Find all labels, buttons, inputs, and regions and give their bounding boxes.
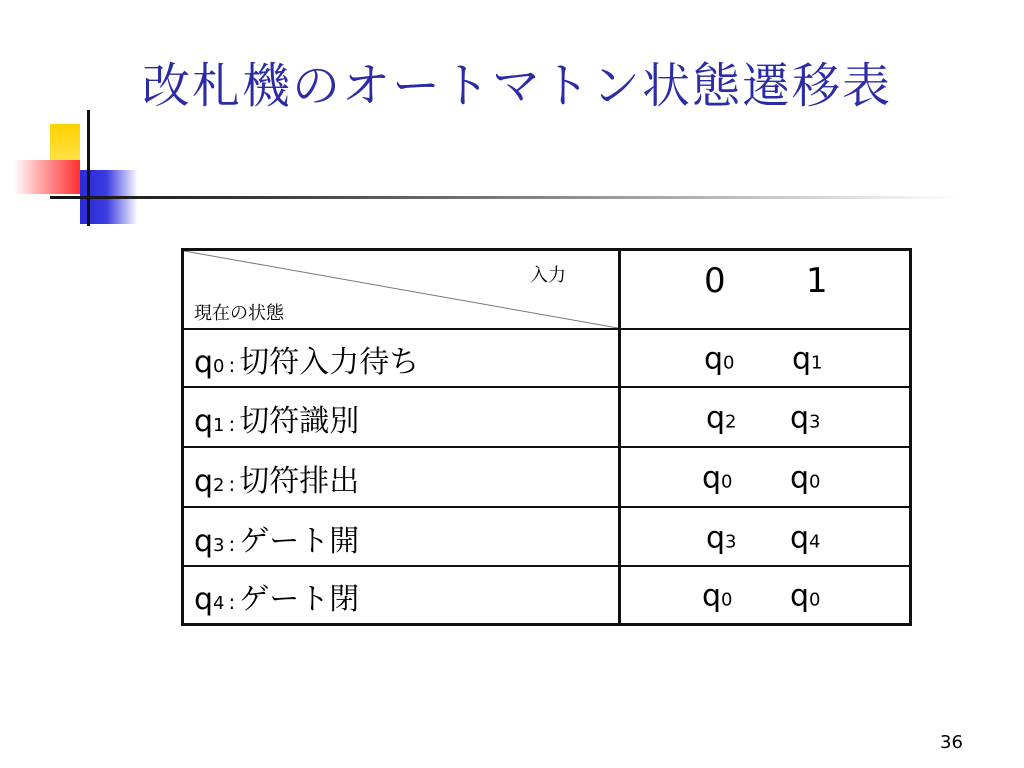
state-name: 切符入力待ち — [239, 345, 420, 380]
transition-on-1 — [790, 461, 821, 496]
state-separator: : — [228, 472, 236, 496]
next-state-symbol: q — [704, 341, 724, 377]
next-state-index: 0 — [721, 589, 733, 611]
transition-on-1 — [792, 342, 823, 377]
next-state-index: 0 — [723, 352, 735, 374]
transition-on-0 — [704, 342, 735, 377]
table-row — [184, 446, 909, 508]
state-cell — [194, 396, 359, 440]
state-transition-table — [181, 248, 912, 626]
column-divider — [618, 251, 621, 623]
transition-on-1 — [790, 401, 821, 436]
header-input-1: 1 — [806, 261, 828, 301]
next-state-index: 1 — [811, 352, 823, 374]
transition-on-0 — [702, 579, 733, 614]
header-input-label: 入力 — [530, 265, 566, 286]
next-state-symbol: q — [790, 578, 810, 614]
state-name: 切符排出 — [239, 464, 360, 499]
transition-on-0 — [702, 461, 733, 496]
state-name: ゲート閉 — [239, 582, 360, 617]
state-symbol: q — [194, 345, 214, 380]
next-state-symbol: q — [792, 341, 812, 377]
header-state-label: 現在の状態 — [194, 303, 284, 324]
table-header-row — [184, 251, 909, 328]
state-symbol: q — [194, 582, 214, 617]
decorative-red-bar — [14, 160, 80, 194]
state-index: 2 — [213, 475, 225, 496]
transition-on-1 — [790, 579, 821, 614]
next-state-index: 4 — [809, 531, 821, 552]
state-symbol: q — [194, 523, 214, 559]
state-cell — [194, 337, 419, 381]
transition-on-1 — [790, 520, 821, 555]
table-row — [184, 506, 909, 567]
state-separator: : — [228, 590, 236, 614]
next-state-symbol: q — [706, 400, 726, 436]
title-underline — [50, 196, 960, 199]
next-state-symbol: q — [706, 520, 726, 555]
state-separator: : — [228, 412, 236, 436]
next-state-index: 2 — [725, 411, 737, 433]
state-name: 切符識別 — [239, 404, 360, 439]
next-state-symbol: q — [702, 578, 722, 614]
state-index: 3 — [213, 534, 225, 556]
state-cell — [194, 456, 359, 500]
next-state-index: 3 — [809, 411, 821, 433]
state-symbol: q — [194, 464, 214, 499]
next-state-symbol: q — [790, 400, 810, 436]
slide-title: 改札機のオートマトン状態遷移表 — [142, 58, 893, 114]
state-symbol: q — [194, 404, 214, 439]
table-row — [184, 565, 909, 625]
next-state-symbol: q — [702, 460, 722, 496]
next-state-index: 0 — [721, 471, 733, 493]
state-cell — [194, 574, 359, 618]
next-state-index: 3 — [725, 531, 737, 552]
state-name: ゲート開 — [239, 523, 360, 559]
page-number: 36 — [940, 732, 963, 753]
state-cell — [194, 516, 359, 560]
header-input-0: 0 — [704, 261, 726, 301]
next-state-symbol: q — [790, 460, 810, 496]
next-state-index: 0 — [809, 471, 821, 493]
state-separator: : — [228, 353, 236, 377]
state-index: 1 — [213, 415, 225, 436]
state-index: 4 — [213, 593, 225, 614]
decorative-vertical-line — [87, 110, 90, 226]
table-row — [184, 386, 909, 448]
decorative-yellow-square — [50, 124, 80, 162]
state-separator: : — [228, 531, 236, 556]
state-index: 0 — [213, 356, 225, 377]
table-row — [184, 328, 909, 388]
transition-on-0 — [706, 520, 737, 555]
transition-on-0 — [706, 401, 737, 436]
next-state-index: 0 — [809, 589, 821, 611]
next-state-symbol: q — [790, 520, 810, 555]
